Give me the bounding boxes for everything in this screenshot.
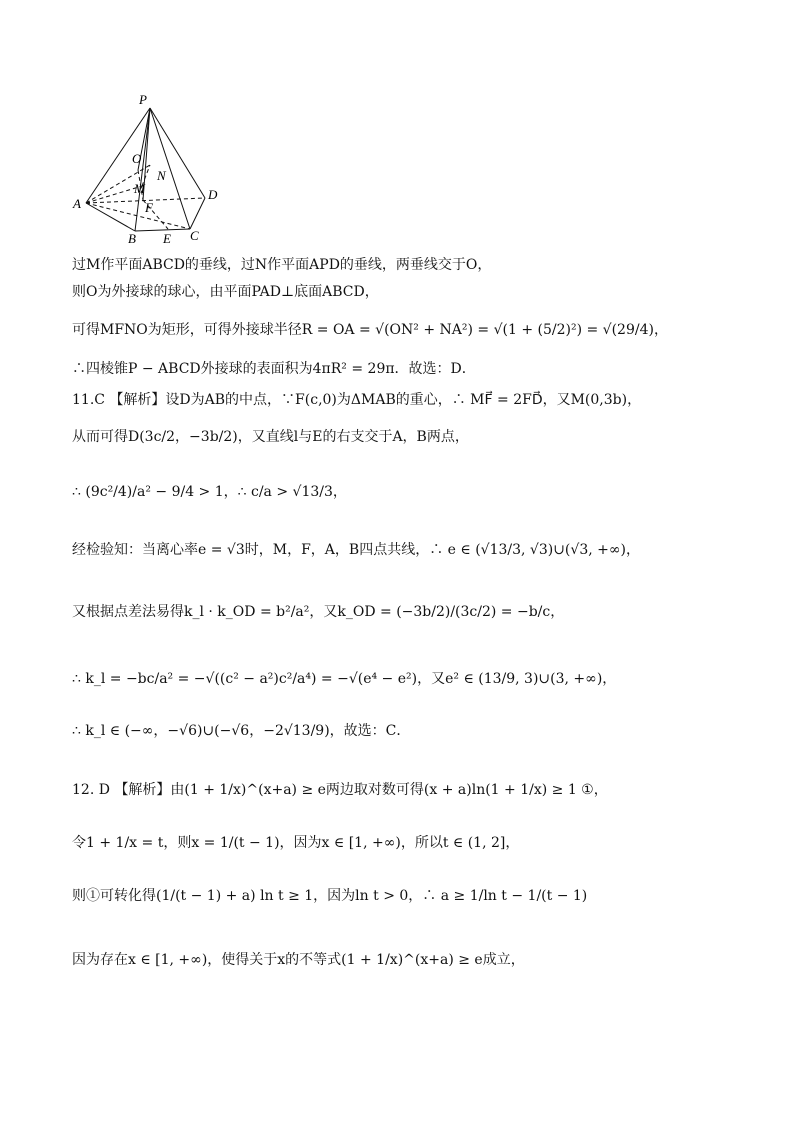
text-line-11: ∴ k_l ∈ (−∞，−√6)∪(−√6，−2√13/9)，故选：C． <box>72 723 411 739</box>
text-line-12: 12. D 【解析】由(1 + 1/x)^(x+a) ≥ e两边取对数可得(x + a)ln(1 + 1/x) ≥ 1 ①， <box>72 782 608 798</box>
label-O: O <box>132 151 142 166</box>
text-line-6: 从而可得D(3c/2，−3b/2)，又直线l与E的右支交于A，B两点， <box>72 429 469 445</box>
text-line-13: 令1 + 1/x = t，则x = 1/(t − 1)，因为x ∈ [1, +∞)，所以t ∈ (1, 2]， <box>72 835 520 851</box>
text-line-9: 又根据点差法易得k_l · k_OD = b²/a²，又k_OD = (−3b/2)/(3c/2) = −b/c， <box>72 604 565 620</box>
text-line-1: 过M作平面ABCD的垂线，过N作平面APD的垂线，两垂线交于O， <box>72 257 492 273</box>
pyramid-figure <box>0 0 794 260</box>
text-line-2: 则O为外接球的球心，由平面PAD⊥底面ABCD， <box>72 284 379 300</box>
label-B: B <box>128 231 136 246</box>
label-F: F <box>145 200 153 215</box>
text-line-8: 经检验知：当离心率e = √3时，M，F，A，B四点共线，∴ e ∈ (√13/3, √3)∪(√3, +∞)， <box>72 542 640 558</box>
text-line-14: 则①可转化得(1/(t − 1) + a) ln t ≥ 1，因为ln t > 0，∴ a ≥ 1/ln t − 1/(t − 1) <box>72 888 588 904</box>
label-C: C <box>190 228 199 243</box>
label-E: E <box>163 231 171 246</box>
label-A: A <box>73 196 81 211</box>
label-D: D <box>208 187 218 202</box>
label-M: M <box>134 181 145 196</box>
text-line-5: 11.C 【解析】设D为AB的中点，∵F(c,0)为ΔMAB的重心，∴ MF⃗ = 2FD⃗，又M(0,3b)， <box>72 392 642 408</box>
label-N: N <box>157 168 166 183</box>
label-P: P <box>139 92 147 107</box>
text-line-7: ∴ (9c²/4)/a² − 9/4 > 1，∴ c/a > √13/3， <box>72 484 347 500</box>
text-line-3: 可得MFNO为矩形，可得外接球半径R = OA = √(ON² + NA²) = √(1 + (5/2)²) = √(29/4)， <box>72 322 668 338</box>
text-line-4: ∴四棱锥P − ABCD外接球的表面积为4πR² = 29π．故选：D． <box>72 361 476 377</box>
text-line-15: 因为存在x ∈ [1, +∞)，使得关于x的不等式(1 + 1/x)^(x+a) ≥ e成立， <box>72 952 525 968</box>
text-line-10: ∴ k_l = −bc/a² = −√((c² − a²)c²/a⁴) = −√(e⁴ − e²)，又e² ∈ (13/9, 3)∪(3, +∞)， <box>72 671 617 687</box>
